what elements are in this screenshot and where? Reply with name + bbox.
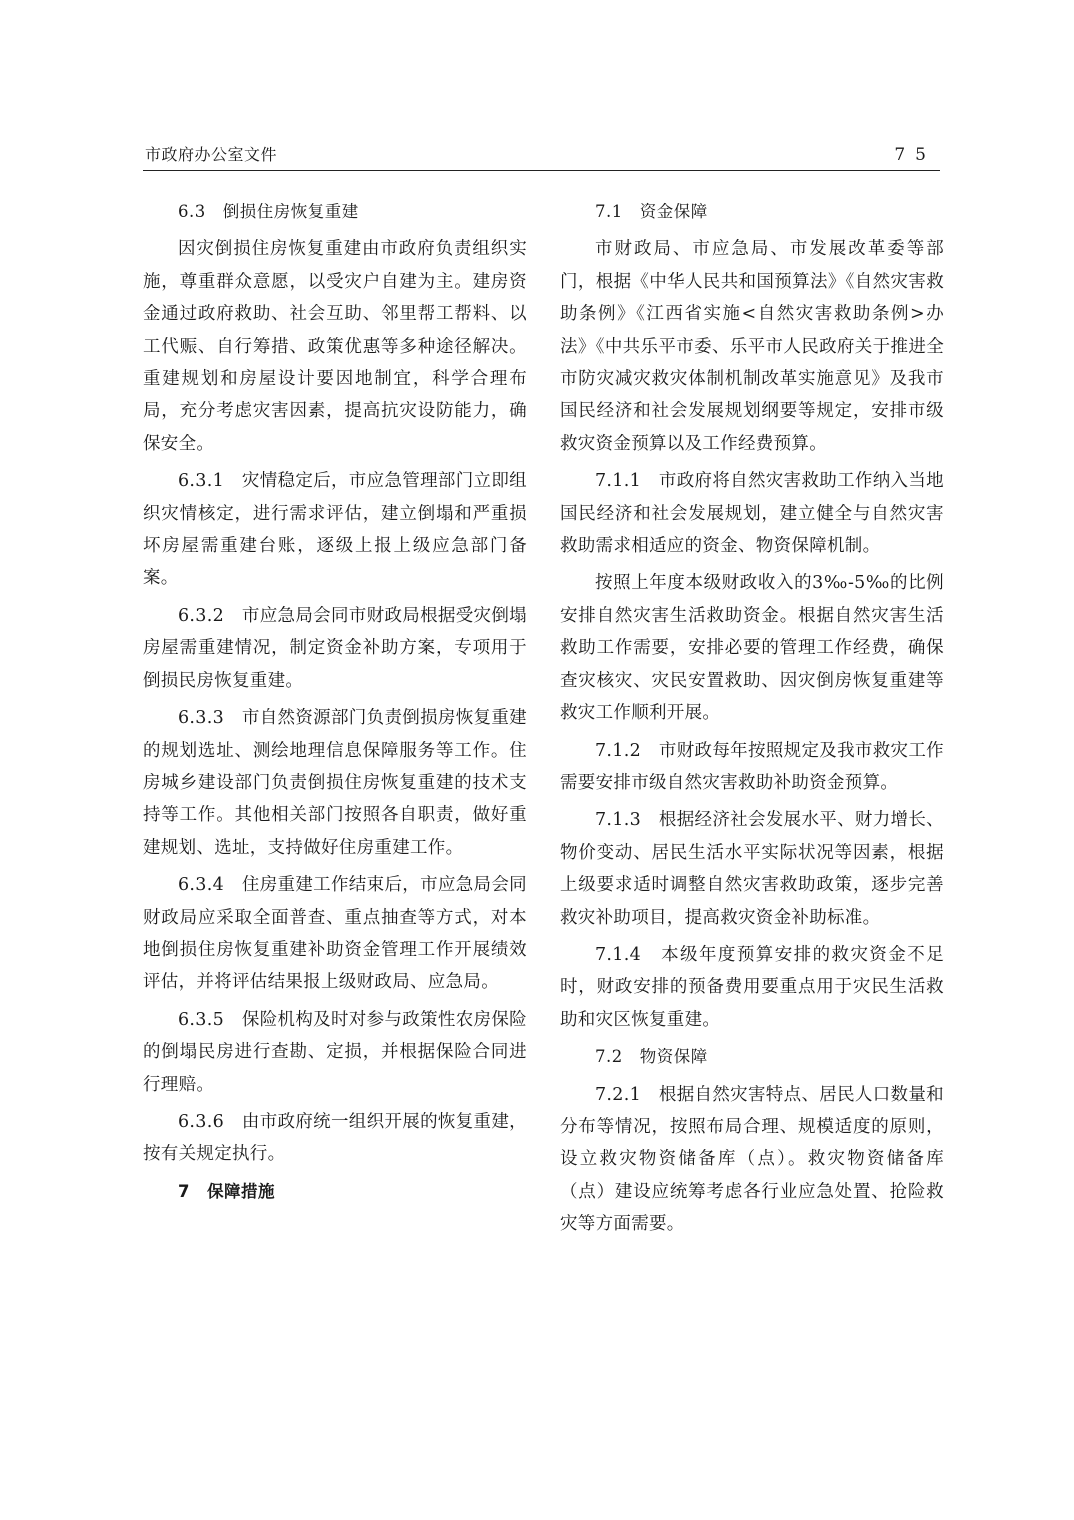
left-column — [143, 196, 527, 1213]
paragraph: 因灾倒损住房恢复重建由市政府负责组织实施，尊重群众意愿，以受灾户自建为主。建房资金通过政府救助、社会互助、邻里帮工帮料、以工代赈、自行筹措、政策优惠等多种途径解决。重建规划和房屋设计要因地制宜，科学合理布局，充分考虑灾害因素，提高抗灾设防能力，确保安全。 — [143, 239, 527, 454]
paragraph: 6.3.1 灾情稳定后，市应急管理部门立即组织灾情核定，进行需求评估，建立倒塌和严重损坏房屋需重建台账，逐级上报上级应急部门备案。 — [143, 471, 527, 589]
paragraph: 6.3.4 住房重建工作结束后，市应急局会同财政局应采取全面普查、重点抽查等方式，对本地倒损住房恢复重建补助资金管理工作开展绩效评估，并将评估结果报上级财政局、应急局。 — [143, 875, 527, 993]
page-number: 75 — [894, 145, 936, 165]
section-heading-7-2: 7.2 物资保障 — [595, 1047, 708, 1067]
paragraph: 6.3.6 由市政府统一组织开展的恢复重建，按有关规定执行。 — [143, 1111, 527, 1165]
paragraph: 7.2.1 根据自然灾害特点、居民人口数量和分布等情况，按照布局合理、规模适度的原则，设立救灾物资储备库（点）。救灾物资储备库（点）建设应统筹考虑各行业应急处置、抢险救灾等方面需要。 — [560, 1084, 944, 1235]
paragraph: 7.1.2 市财政每年按照规定及我市救灾工作需要安排市级自然灾害救助补助资金预算。 — [560, 740, 944, 793]
page-header — [143, 144, 940, 171]
right-column — [560, 196, 944, 1246]
paragraph: 6.3.5 保险机构及时对参与政策性农房保险的倒塌民房进行查勘、定损，并根据保险合同进行理赔。 — [143, 1009, 527, 1095]
section-heading-6-3: 6.3 倒损住房恢复重建 — [178, 202, 359, 221]
paragraph: 按照上年度本级财政收入的3‰-5‰的比例安排自然灾害生活救助资金。根据自然灾害生活救助工作需要，安排必要的管理工作经费，确保查灾核灾、灾民安置救助、因灾倒房恢复重建等救灾工作顺利开展。 — [560, 573, 944, 724]
paragraph: 7.1.4 本级年度预算安排的救灾资金不足时，财政安排的预备费用要重点用于灾民生活救助和灾区恢复重建。 — [560, 944, 944, 1030]
paragraph: 6.3.3 市自然资源部门负责倒损房恢复重建的规划选址、测绘地理信息保障服务等工作。住房城乡建设部门负责倒损住房恢复重建的技术支持等工作。其他相关部门按照各自职责，做好重建规划、选址，支持做好住房重建工作。 — [143, 708, 527, 858]
paragraph: 6.3.2 市应急局会同市财政局根据受灾倒塌房屋需重建情况，制定资金补助方案，专项用于倒损民房恢复重建。 — [143, 605, 527, 691]
paragraph: 7.1.3 根据经济社会发展水平、财力增长、物价变动、居民生活水平实际状况等因素，根据上级要求适时调整自然灾害救助政策，逐步完善救灾补助项目，提高救灾资金补助标准。 — [560, 810, 944, 928]
section-heading-7: 7 保障措施 — [178, 1181, 275, 1201]
header-title: 市政府办公室文件 — [145, 145, 278, 164]
paragraph: 市财政局、市应急局、市发展改革委等部门，根据《中华人民共和国预算法》《自然灾害救助条例》《江西省实施<自然灾害救助条例>办法》《中共乐平市委、乐平市人民政府关于推进全市防灾减灾救灾体制机制改革实施意见》及我市国民经济和社会发展规划纲要等规定，安排市级救灾资金预算以及工作经费预算。 — [560, 239, 944, 454]
paragraph: 7.1.1 市政府将自然灾害救助工作纳入当地国民经济和社会发展规划，建立健全与自然灾害救助需求相适应的资金、物资保障机制。 — [560, 471, 944, 557]
section-heading-7-1: 7.1 资金保障 — [595, 202, 708, 221]
